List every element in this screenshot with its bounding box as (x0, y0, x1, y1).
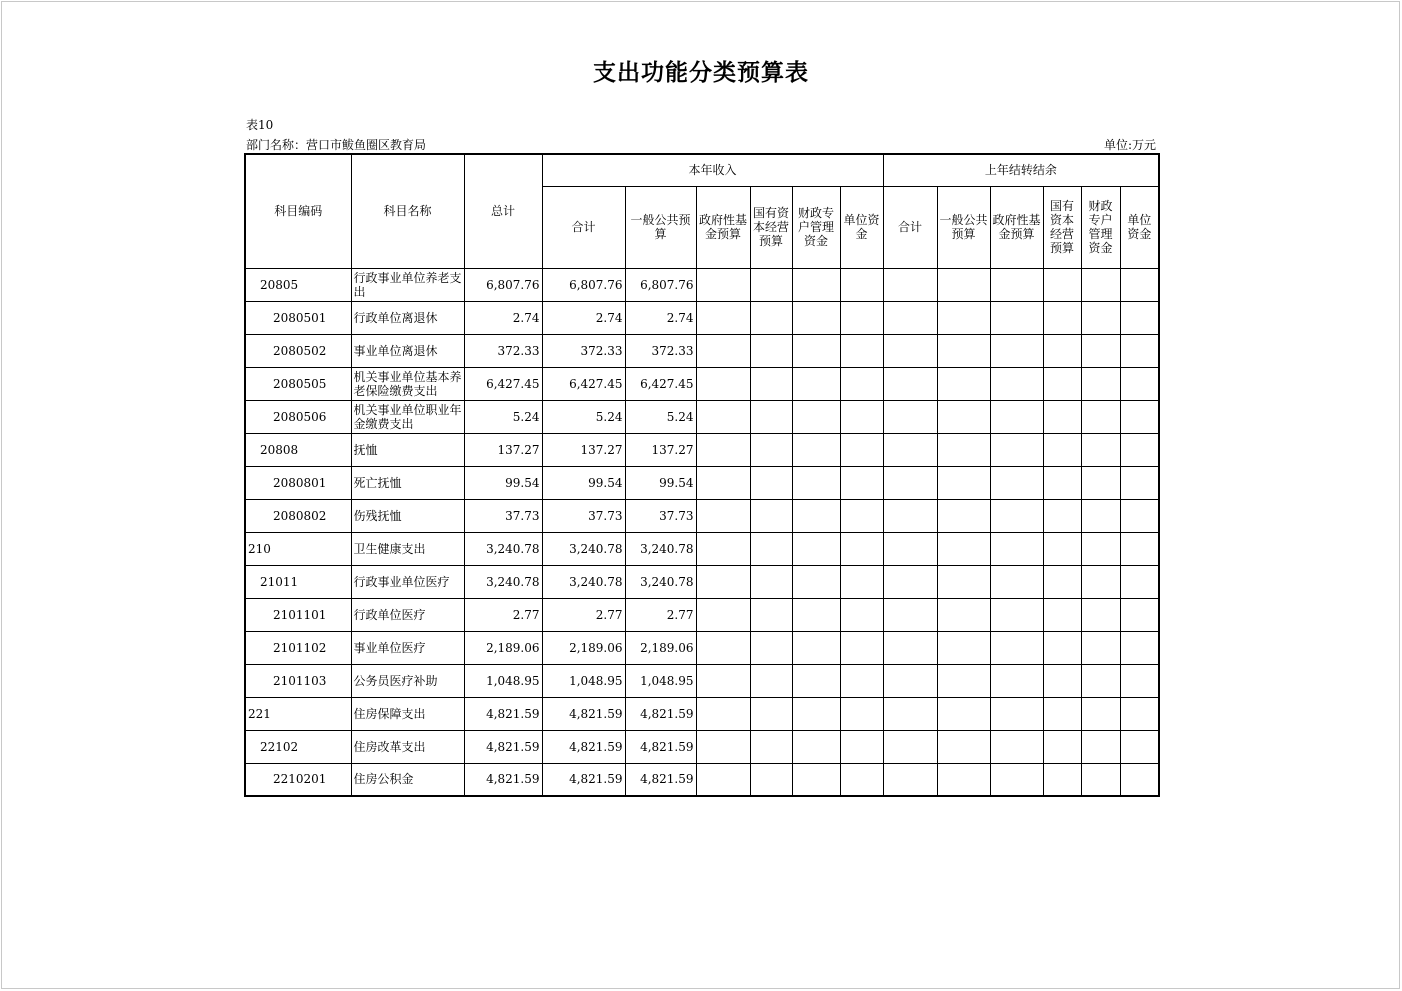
cell-cur-state-capital (750, 532, 792, 565)
cell-cur-fund (696, 763, 750, 796)
cell-prior-unit-fund (1120, 301, 1159, 334)
cell-prior-fund (990, 664, 1043, 697)
cell-prior-sum (883, 631, 937, 664)
cell-cur-fund (696, 433, 750, 466)
cell-prior-unit-fund (1120, 400, 1159, 433)
cell-prior-special-account (1081, 268, 1120, 301)
cell-total: 5.24 (464, 400, 542, 433)
cell-cur-fund (696, 466, 750, 499)
header-cur-general: 一般公共预算 (625, 186, 696, 268)
cell-prior-fund (990, 466, 1043, 499)
cell-name: 机关事业单位基本养老保险缴费支出 (351, 367, 464, 400)
cell-prior-sum (883, 598, 937, 631)
cell-prior-special-account (1081, 664, 1120, 697)
cell-cur-state-capital (750, 400, 792, 433)
cell-prior-fund (990, 301, 1043, 334)
cell-total: 3,240.78 (464, 532, 542, 565)
cell-prior-sum (883, 400, 937, 433)
cell-cur-general: 1,048.95 (625, 664, 696, 697)
cell-prior-general (937, 433, 990, 466)
cell-prior-fund (990, 400, 1043, 433)
cell-code: 2080506 (245, 400, 351, 433)
cell-cur-state-capital (750, 367, 792, 400)
cell-cur-unit-fund (840, 367, 883, 400)
table-row (245, 400, 1159, 433)
table-body (245, 268, 1159, 796)
cell-prior-state-capital (1043, 598, 1081, 631)
cell-code: 2080502 (245, 334, 351, 367)
header-name: 科目名称 (351, 154, 464, 268)
cell-prior-special-account (1081, 598, 1120, 631)
cell-cur-fund (696, 499, 750, 532)
cell-code: 2101102 (245, 631, 351, 664)
cell-prior-general (937, 631, 990, 664)
cell-cur-general: 2.74 (625, 301, 696, 334)
cell-cur-sum: 372.33 (542, 334, 625, 367)
cell-name: 公务员医疗补助 (351, 664, 464, 697)
cell-cur-special-account (792, 301, 840, 334)
cell-cur-sum: 137.27 (542, 433, 625, 466)
cell-cur-unit-fund (840, 730, 883, 763)
cell-total: 4,821.59 (464, 763, 542, 796)
cell-prior-sum (883, 730, 937, 763)
cell-prior-sum (883, 499, 937, 532)
table-row (245, 268, 1159, 301)
cell-cur-state-capital (750, 763, 792, 796)
cell-prior-state-capital (1043, 664, 1081, 697)
cell-cur-unit-fund (840, 532, 883, 565)
cell-cur-general: 6,427.45 (625, 367, 696, 400)
cell-prior-unit-fund (1120, 466, 1159, 499)
cell-cur-state-capital (750, 301, 792, 334)
cell-name: 事业单位离退休 (351, 334, 464, 367)
cell-cur-fund (696, 532, 750, 565)
cell-cur-fund (696, 301, 750, 334)
cell-prior-special-account (1081, 532, 1120, 565)
cell-prior-unit-fund (1120, 565, 1159, 598)
cell-cur-sum: 2.77 (542, 598, 625, 631)
cell-name: 住房公积金 (351, 763, 464, 796)
department-name: 部门名称：营口市鲅鱼圈区教育局 (246, 138, 427, 152)
cell-prior-general (937, 367, 990, 400)
page-title: 支出功能分类预算表 (593, 60, 809, 86)
cell-cur-special-account (792, 565, 840, 598)
cell-cur-unit-fund (840, 664, 883, 697)
cell-prior-special-account (1081, 499, 1120, 532)
cell-cur-sum: 2,189.06 (542, 631, 625, 664)
cell-prior-special-account (1081, 697, 1120, 730)
cell-prior-fund (990, 334, 1043, 367)
cell-cur-sum: 37.73 (542, 499, 625, 532)
cell-prior-special-account (1081, 400, 1120, 433)
cell-cur-sum: 6,427.45 (542, 367, 625, 400)
cell-cur-state-capital (750, 730, 792, 763)
cell-cur-state-capital (750, 466, 792, 499)
cell-prior-special-account (1081, 301, 1120, 334)
cell-cur-special-account (792, 499, 840, 532)
cell-cur-fund (696, 268, 750, 301)
cell-cur-special-account (792, 334, 840, 367)
header-total: 总计 (464, 154, 542, 268)
cell-cur-general: 2.77 (625, 598, 696, 631)
cell-total: 6,427.45 (464, 367, 542, 400)
cell-code: 221 (245, 697, 351, 730)
cell-prior-special-account (1081, 565, 1120, 598)
cell-cur-special-account (792, 268, 840, 301)
header-prior-general: 一般公共预算 (937, 186, 990, 268)
cell-prior-general (937, 400, 990, 433)
cell-cur-special-account (792, 631, 840, 664)
cell-code: 2101103 (245, 664, 351, 697)
cell-cur-state-capital (750, 697, 792, 730)
cell-prior-special-account (1081, 763, 1120, 796)
cell-cur-special-account (792, 730, 840, 763)
cell-cur-special-account (792, 466, 840, 499)
cell-prior-general (937, 466, 990, 499)
cell-prior-general (937, 697, 990, 730)
cell-cur-general: 99.54 (625, 466, 696, 499)
cell-cur-unit-fund (840, 400, 883, 433)
cell-prior-state-capital (1043, 532, 1081, 565)
cell-cur-fund (696, 565, 750, 598)
cell-total: 2,189.06 (464, 631, 542, 664)
cell-code: 2101101 (245, 598, 351, 631)
cell-code: 21011 (245, 565, 351, 598)
cell-cur-state-capital (750, 499, 792, 532)
cell-cur-general: 4,821.59 (625, 730, 696, 763)
cell-prior-sum (883, 532, 937, 565)
cell-cur-state-capital (750, 631, 792, 664)
cell-cur-sum: 3,240.78 (542, 565, 625, 598)
cell-code: 2080505 (245, 367, 351, 400)
cell-prior-fund (990, 598, 1043, 631)
cell-prior-general (937, 730, 990, 763)
cell-cur-state-capital (750, 565, 792, 598)
cell-cur-state-capital (750, 433, 792, 466)
unit-label: 单位:万元 (1103, 138, 1156, 152)
cell-prior-special-account (1081, 367, 1120, 400)
cell-cur-special-account (792, 664, 840, 697)
cell-prior-special-account (1081, 433, 1120, 466)
cell-prior-general (937, 499, 990, 532)
budget-table (244, 153, 1160, 797)
table-row (245, 466, 1159, 499)
cell-prior-general (937, 664, 990, 697)
cell-prior-sum (883, 697, 937, 730)
cell-name: 事业单位医疗 (351, 631, 464, 664)
cell-prior-general (937, 301, 990, 334)
table-row (245, 763, 1159, 796)
cell-prior-sum (883, 466, 937, 499)
cell-prior-state-capital (1043, 730, 1081, 763)
cell-cur-special-account (792, 763, 840, 796)
cell-cur-fund (696, 664, 750, 697)
cell-prior-unit-fund (1120, 763, 1159, 796)
cell-prior-state-capital (1043, 367, 1081, 400)
cell-cur-general: 372.33 (625, 334, 696, 367)
cell-cur-general: 6,807.76 (625, 268, 696, 301)
cell-prior-special-account (1081, 631, 1120, 664)
cell-prior-sum (883, 664, 937, 697)
header-prior-unit-fund: 单位资金 (1120, 186, 1159, 268)
cell-cur-unit-fund (840, 268, 883, 301)
cell-prior-special-account (1081, 730, 1120, 763)
cell-prior-state-capital (1043, 268, 1081, 301)
table-header (245, 154, 1159, 268)
header-prior-sum: 合计 (883, 186, 937, 268)
cell-prior-special-account (1081, 466, 1120, 499)
cell-prior-sum (883, 334, 937, 367)
header-prior-year: 上年结转结余 (883, 154, 1159, 186)
cell-code: 20808 (245, 433, 351, 466)
cell-prior-fund (990, 367, 1043, 400)
cell-total: 372.33 (464, 334, 542, 367)
cell-cur-unit-fund (840, 499, 883, 532)
table-row (245, 499, 1159, 532)
cell-prior-fund (990, 565, 1043, 598)
cell-cur-sum: 4,821.59 (542, 763, 625, 796)
header-prior-special-account: 财政专户管理资金 (1081, 186, 1120, 268)
cell-cur-unit-fund (840, 433, 883, 466)
cell-cur-general: 3,240.78 (625, 565, 696, 598)
table-row (245, 565, 1159, 598)
cell-cur-special-account (792, 433, 840, 466)
cell-prior-unit-fund (1120, 433, 1159, 466)
cell-total: 3,240.78 (464, 565, 542, 598)
cell-code: 210 (245, 532, 351, 565)
cell-prior-unit-fund (1120, 499, 1159, 532)
cell-cur-general: 4,821.59 (625, 697, 696, 730)
cell-cur-state-capital (750, 334, 792, 367)
cell-name: 行政事业单位医疗 (351, 565, 464, 598)
cell-name: 行政单位离退休 (351, 301, 464, 334)
cell-prior-unit-fund (1120, 631, 1159, 664)
cell-prior-general (937, 598, 990, 631)
cell-prior-sum (883, 301, 937, 334)
cell-name: 住房改革支出 (351, 730, 464, 763)
cell-name: 伤残抚恤 (351, 499, 464, 532)
cell-cur-unit-fund (840, 631, 883, 664)
cell-cur-state-capital (750, 268, 792, 301)
cell-cur-sum: 4,821.59 (542, 730, 625, 763)
cell-cur-fund (696, 334, 750, 367)
cell-prior-state-capital (1043, 433, 1081, 466)
table-row (245, 664, 1159, 697)
header-code: 科目编码 (245, 154, 351, 268)
table-number: 表10 (246, 118, 274, 132)
cell-prior-unit-fund (1120, 598, 1159, 631)
table-row (245, 730, 1159, 763)
cell-cur-fund (696, 598, 750, 631)
cell-prior-state-capital (1043, 400, 1081, 433)
cell-prior-unit-fund (1120, 334, 1159, 367)
table-row (245, 697, 1159, 730)
cell-cur-unit-fund (840, 697, 883, 730)
cell-prior-sum (883, 367, 937, 400)
cell-prior-general (937, 268, 990, 301)
cell-cur-unit-fund (840, 763, 883, 796)
cell-name: 抚恤 (351, 433, 464, 466)
cell-total: 99.54 (464, 466, 542, 499)
cell-cur-unit-fund (840, 334, 883, 367)
cell-prior-unit-fund (1120, 697, 1159, 730)
cell-cur-special-account (792, 697, 840, 730)
cell-name: 死亡抚恤 (351, 466, 464, 499)
cell-total: 37.73 (464, 499, 542, 532)
cell-cur-unit-fund (840, 598, 883, 631)
header-cur-fund: 政府性基金预算 (696, 186, 750, 268)
header-current-year: 本年收入 (542, 154, 883, 186)
header-cur-unit-fund: 单位资金 (840, 186, 883, 268)
cell-total: 2.74 (464, 301, 542, 334)
cell-prior-fund (990, 433, 1043, 466)
cell-prior-fund (990, 532, 1043, 565)
cell-prior-sum (883, 268, 937, 301)
cell-prior-unit-fund (1120, 664, 1159, 697)
cell-name: 住房保障支出 (351, 697, 464, 730)
cell-cur-sum: 99.54 (542, 466, 625, 499)
table-row (245, 367, 1159, 400)
cell-prior-general (937, 334, 990, 367)
cell-cur-fund (696, 631, 750, 664)
table-row (245, 631, 1159, 664)
cell-cur-general: 2,189.06 (625, 631, 696, 664)
cell-prior-general (937, 532, 990, 565)
cell-cur-fund (696, 367, 750, 400)
table-row (245, 598, 1159, 631)
table-row (245, 334, 1159, 367)
cell-cur-sum: 2.74 (542, 301, 625, 334)
cell-cur-sum: 6,807.76 (542, 268, 625, 301)
cell-cur-unit-fund (840, 301, 883, 334)
table-row (245, 532, 1159, 565)
cell-prior-state-capital (1043, 565, 1081, 598)
cell-total: 1,048.95 (464, 664, 542, 697)
cell-prior-state-capital (1043, 334, 1081, 367)
cell-prior-fund (990, 763, 1043, 796)
cell-cur-unit-fund (840, 565, 883, 598)
cell-cur-sum: 3,240.78 (542, 532, 625, 565)
cell-cur-fund (696, 400, 750, 433)
cell-cur-general: 4,821.59 (625, 763, 696, 796)
cell-code: 20805 (245, 268, 351, 301)
cell-name: 行政单位医疗 (351, 598, 464, 631)
cell-cur-sum: 4,821.59 (542, 697, 625, 730)
cell-cur-special-account (792, 400, 840, 433)
cell-cur-state-capital (750, 664, 792, 697)
cell-prior-sum (883, 763, 937, 796)
cell-prior-fund (990, 499, 1043, 532)
cell-prior-fund (990, 697, 1043, 730)
cell-prior-unit-fund (1120, 268, 1159, 301)
cell-cur-fund (696, 730, 750, 763)
cell-total: 4,821.59 (464, 730, 542, 763)
cell-prior-fund (990, 631, 1043, 664)
cell-prior-fund (990, 730, 1043, 763)
cell-prior-state-capital (1043, 763, 1081, 796)
cell-code: 2080801 (245, 466, 351, 499)
cell-code: 22102 (245, 730, 351, 763)
cell-prior-sum (883, 565, 937, 598)
header-prior-fund: 政府性基金预算 (990, 186, 1043, 268)
cell-prior-fund (990, 268, 1043, 301)
cell-total: 2.77 (464, 598, 542, 631)
header-cur-sum: 合计 (542, 186, 625, 268)
cell-name: 卫生健康支出 (351, 532, 464, 565)
cell-cur-general: 137.27 (625, 433, 696, 466)
cell-prior-general (937, 565, 990, 598)
cell-cur-sum: 5.24 (542, 400, 625, 433)
cell-total: 6,807.76 (464, 268, 542, 301)
cell-code: 2080501 (245, 301, 351, 334)
cell-prior-unit-fund (1120, 532, 1159, 565)
cell-prior-unit-fund (1120, 367, 1159, 400)
cell-total: 137.27 (464, 433, 542, 466)
cell-prior-sum (883, 433, 937, 466)
cell-prior-state-capital (1043, 697, 1081, 730)
cell-prior-special-account (1081, 334, 1120, 367)
header-prior-state-capital: 国有资本经营预算 (1043, 186, 1081, 268)
cell-code: 2080802 (245, 499, 351, 532)
cell-name: 机关事业单位职业年金缴费支出 (351, 400, 464, 433)
cell-cur-special-account (792, 367, 840, 400)
header-cur-special-account: 财政专户管理资金 (792, 186, 840, 268)
cell-prior-state-capital (1043, 631, 1081, 664)
table-row (245, 301, 1159, 334)
cell-cur-unit-fund (840, 466, 883, 499)
cell-cur-general: 37.73 (625, 499, 696, 532)
cell-prior-state-capital (1043, 466, 1081, 499)
cell-prior-unit-fund (1120, 730, 1159, 763)
cell-prior-general (937, 763, 990, 796)
cell-code: 2210201 (245, 763, 351, 796)
cell-cur-state-capital (750, 598, 792, 631)
cell-prior-state-capital (1043, 301, 1081, 334)
cell-cur-fund (696, 697, 750, 730)
cell-cur-special-account (792, 532, 840, 565)
cell-cur-general: 3,240.78 (625, 532, 696, 565)
header-cur-state-capital: 国有资本经营预算 (750, 186, 792, 268)
cell-name: 行政事业单位养老支出 (351, 268, 464, 301)
cell-total: 4,821.59 (464, 697, 542, 730)
cell-cur-sum: 1,048.95 (542, 664, 625, 697)
table-row (245, 433, 1159, 466)
cell-cur-general: 5.24 (625, 400, 696, 433)
cell-cur-special-account (792, 598, 840, 631)
cell-prior-state-capital (1043, 499, 1081, 532)
